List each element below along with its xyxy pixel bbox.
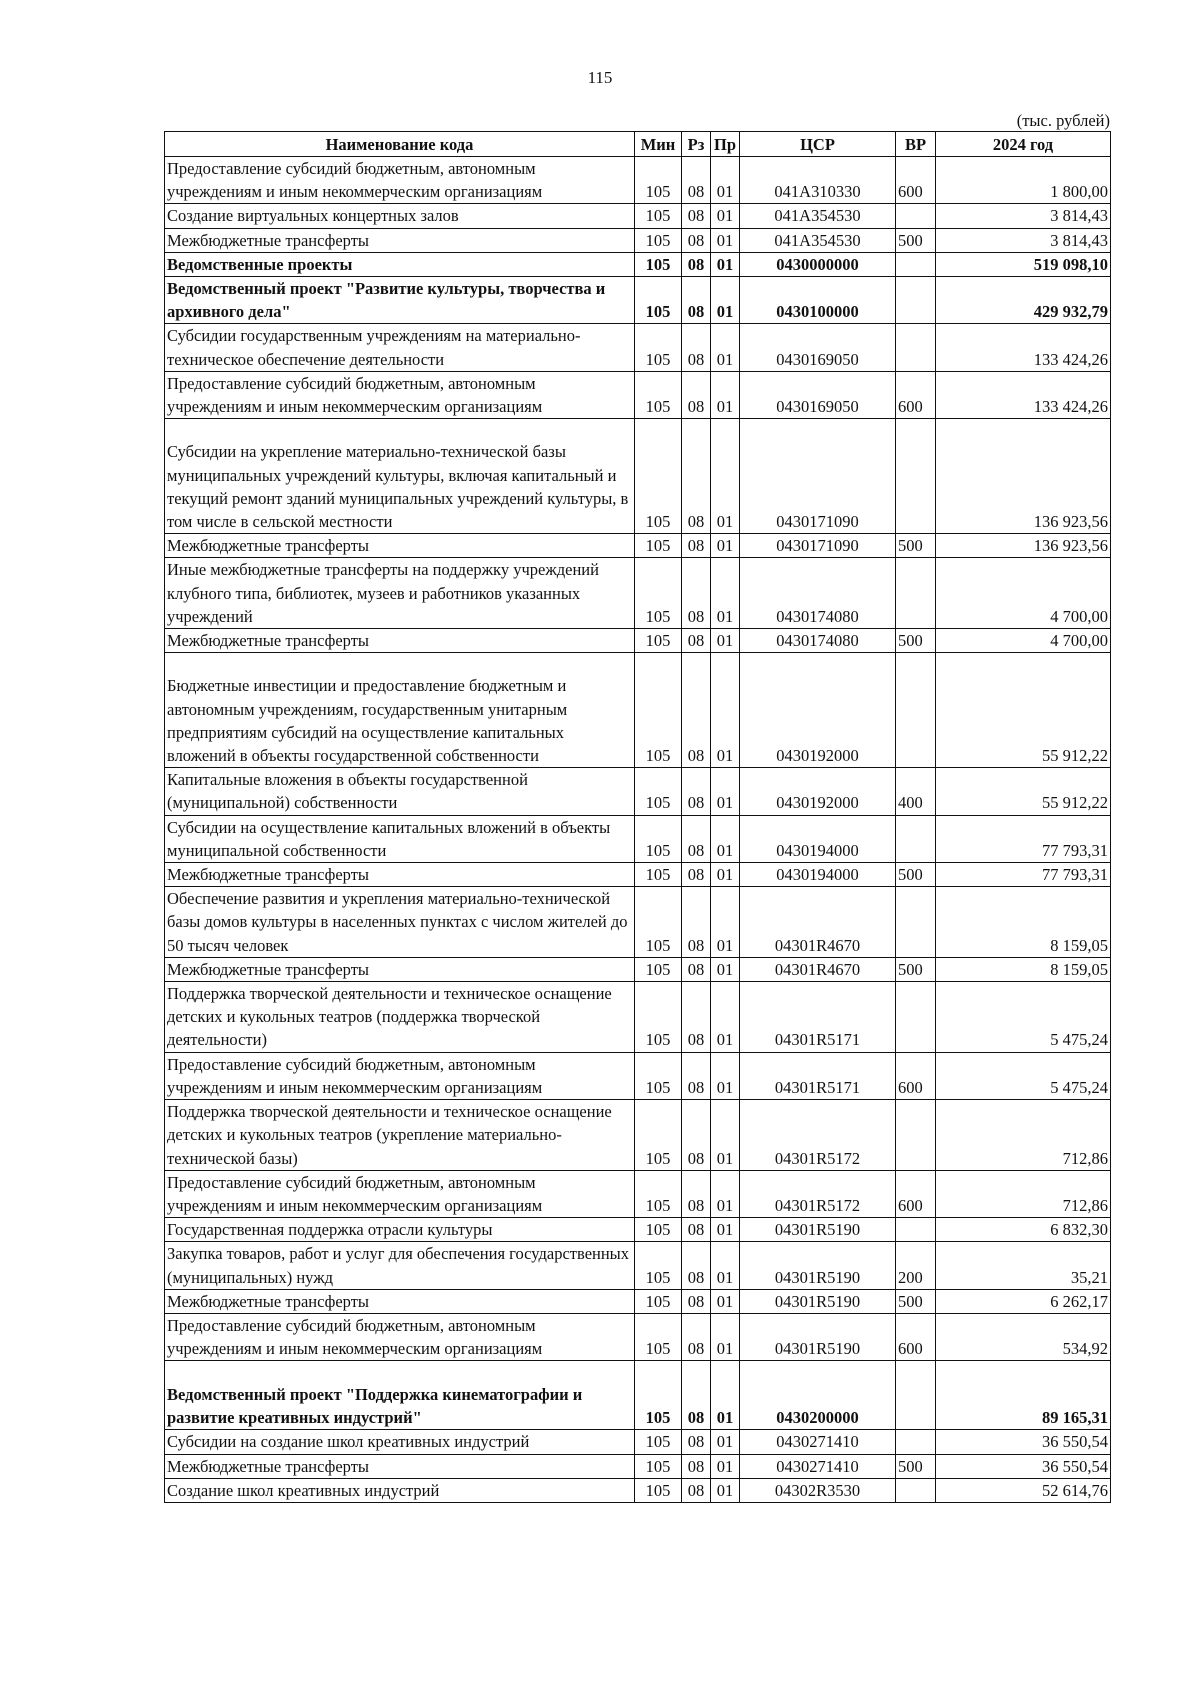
row-pr: 01 bbox=[711, 228, 740, 252]
row-rz: 08 bbox=[682, 1289, 711, 1313]
table-row bbox=[165, 887, 1111, 958]
row-csr: 04301R5190 bbox=[740, 1313, 896, 1360]
page-number: 115 bbox=[587, 68, 613, 87]
row-pr: 01 bbox=[711, 1430, 740, 1454]
row-csr: 04301R5171 bbox=[740, 1052, 896, 1099]
table-row bbox=[165, 252, 1111, 276]
row-sum: 8 159,05 bbox=[936, 887, 1111, 958]
row-pr: 01 bbox=[711, 157, 740, 204]
budget-table bbox=[164, 131, 1111, 1503]
row-csr: 041A310330 bbox=[740, 157, 896, 204]
row-name: Государственная поддержка отрасли культуры bbox=[165, 1218, 635, 1242]
table-row bbox=[165, 277, 1111, 324]
row-pr: 01 bbox=[711, 1242, 740, 1289]
row-name: Субсидии на осуществление капитальных вложений в объекты муниципальной собственности bbox=[165, 815, 635, 862]
row-sum: 52 614,76 bbox=[936, 1478, 1111, 1502]
table-row bbox=[165, 815, 1111, 862]
row-name: Предоставление субсидий бюджетным, автономным учреждениям и иным некоммерческим организациям bbox=[165, 157, 635, 204]
row-vr: 500 bbox=[896, 957, 936, 981]
header-csr: ЦСР bbox=[740, 132, 896, 157]
row-csr: 04301R5171 bbox=[740, 982, 896, 1053]
table-row bbox=[165, 534, 1111, 558]
row-csr: 0430192000 bbox=[740, 768, 896, 815]
header-min: Мин bbox=[635, 132, 682, 157]
row-rz: 08 bbox=[682, 1218, 711, 1242]
row-pr: 01 bbox=[711, 1100, 740, 1171]
row-csr: 0430174080 bbox=[740, 629, 896, 653]
row-rz: 08 bbox=[682, 815, 711, 862]
table-row bbox=[165, 1361, 1111, 1430]
row-min: 105 bbox=[635, 815, 682, 862]
table-row bbox=[165, 1478, 1111, 1502]
row-name: Создание виртуальных концертных залов bbox=[165, 204, 635, 228]
row-sum: 4 700,00 bbox=[936, 558, 1111, 629]
row-vr: 500 bbox=[896, 863, 936, 887]
row-rz: 08 bbox=[682, 1052, 711, 1099]
row-vr bbox=[896, 419, 936, 534]
row-min: 105 bbox=[635, 1100, 682, 1171]
table-row bbox=[165, 419, 1111, 534]
row-csr: 0430271410 bbox=[740, 1454, 896, 1478]
row-vr bbox=[896, 815, 936, 862]
row-csr: 0430171090 bbox=[740, 419, 896, 534]
table-row bbox=[165, 324, 1111, 371]
row-min: 105 bbox=[635, 1218, 682, 1242]
row-min: 105 bbox=[635, 863, 682, 887]
row-sum: 36 550,54 bbox=[936, 1454, 1111, 1478]
row-vr bbox=[896, 1430, 936, 1454]
table-row bbox=[165, 371, 1111, 418]
row-rz: 08 bbox=[682, 419, 711, 534]
table-row bbox=[165, 228, 1111, 252]
row-vr bbox=[896, 982, 936, 1053]
row-name: Субсидии на создание школ креативных индустрий bbox=[165, 1430, 635, 1454]
row-min: 105 bbox=[635, 252, 682, 276]
row-rz: 08 bbox=[682, 653, 711, 768]
row-sum: 3 814,43 bbox=[936, 228, 1111, 252]
row-min: 105 bbox=[635, 371, 682, 418]
row-min: 105 bbox=[635, 1170, 682, 1217]
row-pr: 01 bbox=[711, 252, 740, 276]
row-min: 105 bbox=[635, 534, 682, 558]
row-name: Поддержка творческой деятельности и техническое оснащение детских и кукольных театров (укрепление материально-технической базы) bbox=[165, 1100, 635, 1171]
row-sum: 35,21 bbox=[936, 1242, 1111, 1289]
row-sum: 5 475,24 bbox=[936, 982, 1111, 1053]
row-pr: 01 bbox=[711, 887, 740, 958]
row-rz: 08 bbox=[682, 768, 711, 815]
row-rz: 08 bbox=[682, 558, 711, 629]
row-pr: 01 bbox=[711, 1454, 740, 1478]
row-vr: 500 bbox=[896, 534, 936, 558]
row-vr: 600 bbox=[896, 157, 936, 204]
row-vr: 200 bbox=[896, 1242, 936, 1289]
table-header-row bbox=[165, 132, 1111, 157]
row-pr: 01 bbox=[711, 982, 740, 1053]
row-name: Межбюджетные трансферты bbox=[165, 1454, 635, 1478]
row-name: Создание школ креативных индустрий bbox=[165, 1478, 635, 1502]
row-min: 105 bbox=[635, 1052, 682, 1099]
row-name: Предоставление субсидий бюджетным, автономным учреждениям и иным некоммерческим организациям bbox=[165, 371, 635, 418]
row-vr: 400 bbox=[896, 768, 936, 815]
row-pr: 01 bbox=[711, 1478, 740, 1502]
row-sum: 3 814,43 bbox=[936, 204, 1111, 228]
header-vr: ВР bbox=[896, 132, 936, 157]
row-min: 105 bbox=[635, 1361, 682, 1430]
row-pr: 01 bbox=[711, 1052, 740, 1099]
row-rz: 08 bbox=[682, 863, 711, 887]
row-min: 105 bbox=[635, 1478, 682, 1502]
row-rz: 08 bbox=[682, 228, 711, 252]
table-row bbox=[165, 768, 1111, 815]
row-pr: 01 bbox=[711, 534, 740, 558]
row-rz: 08 bbox=[682, 1100, 711, 1171]
row-name: Предоставление субсидий бюджетным, автономным учреждениям и иным некоммерческим организациям bbox=[165, 1052, 635, 1099]
table-row bbox=[165, 1289, 1111, 1313]
row-vr: 600 bbox=[896, 1052, 936, 1099]
row-rz: 08 bbox=[682, 1430, 711, 1454]
table-row bbox=[165, 1242, 1111, 1289]
row-csr: 04302R3530 bbox=[740, 1478, 896, 1502]
header-name: Наименование кода bbox=[165, 132, 635, 157]
table-row bbox=[165, 1052, 1111, 1099]
row-vr bbox=[896, 324, 936, 371]
row-vr: 500 bbox=[896, 1454, 936, 1478]
row-min: 105 bbox=[635, 204, 682, 228]
row-sum: 712,86 bbox=[936, 1100, 1111, 1171]
row-sum: 136 923,56 bbox=[936, 419, 1111, 534]
row-rz: 08 bbox=[682, 324, 711, 371]
table-row bbox=[165, 1218, 1111, 1242]
row-sum: 136 923,56 bbox=[936, 534, 1111, 558]
row-csr: 0430171090 bbox=[740, 534, 896, 558]
row-rz: 08 bbox=[682, 887, 711, 958]
row-sum: 133 424,26 bbox=[936, 324, 1111, 371]
row-sum: 55 912,22 bbox=[936, 768, 1111, 815]
row-csr: 0430200000 bbox=[740, 1361, 896, 1430]
row-rz: 08 bbox=[682, 204, 711, 228]
table-row bbox=[165, 204, 1111, 228]
row-sum: 4 700,00 bbox=[936, 629, 1111, 653]
row-rz: 08 bbox=[682, 1170, 711, 1217]
row-sum: 133 424,26 bbox=[936, 371, 1111, 418]
row-vr bbox=[896, 1218, 936, 1242]
units-label: (тыс. рублей) bbox=[1016, 111, 1110, 130]
row-pr: 01 bbox=[711, 204, 740, 228]
row-name: Иные межбюджетные трансферты на поддержку учреждений клубного типа, библиотек, музеев и работников указанных учреждений bbox=[165, 558, 635, 629]
row-vr bbox=[896, 1100, 936, 1171]
row-sum: 36 550,54 bbox=[936, 1430, 1111, 1454]
row-csr: 0430000000 bbox=[740, 252, 896, 276]
table-row bbox=[165, 957, 1111, 981]
row-vr: 500 bbox=[896, 228, 936, 252]
row-name: Межбюджетные трансферты bbox=[165, 863, 635, 887]
row-name: Межбюджетные трансферты bbox=[165, 1289, 635, 1313]
row-rz: 08 bbox=[682, 982, 711, 1053]
row-vr bbox=[896, 277, 936, 324]
row-csr: 0430192000 bbox=[740, 653, 896, 768]
row-name: Межбюджетные трансферты bbox=[165, 629, 635, 653]
row-pr: 01 bbox=[711, 558, 740, 629]
row-vr: 600 bbox=[896, 1170, 936, 1217]
row-rz: 08 bbox=[682, 157, 711, 204]
row-vr bbox=[896, 887, 936, 958]
row-vr: 600 bbox=[896, 371, 936, 418]
row-pr: 01 bbox=[711, 1170, 740, 1217]
row-csr: 04301R5190 bbox=[740, 1218, 896, 1242]
row-min: 105 bbox=[635, 324, 682, 371]
row-pr: 01 bbox=[711, 1313, 740, 1360]
row-min: 105 bbox=[635, 1242, 682, 1289]
table-row bbox=[165, 1170, 1111, 1217]
row-csr: 041A354530 bbox=[740, 228, 896, 252]
table-row bbox=[165, 1430, 1111, 1454]
row-name: Межбюджетные трансферты bbox=[165, 957, 635, 981]
row-pr: 01 bbox=[711, 277, 740, 324]
row-csr: 0430100000 bbox=[740, 277, 896, 324]
table-row bbox=[165, 1313, 1111, 1360]
row-min: 105 bbox=[635, 982, 682, 1053]
row-min: 105 bbox=[635, 1289, 682, 1313]
row-csr: 04301R5190 bbox=[740, 1242, 896, 1289]
row-pr: 01 bbox=[711, 1361, 740, 1430]
row-rz: 08 bbox=[682, 534, 711, 558]
row-pr: 01 bbox=[711, 768, 740, 815]
row-csr: 0430174080 bbox=[740, 558, 896, 629]
row-name: Обеспечение развития и укрепления материально-технической базы домов культуры в населенных пунктах с числом жителей до 50 тысяч человек bbox=[165, 887, 635, 958]
row-csr: 04301R5190 bbox=[740, 1289, 896, 1313]
row-sum: 77 793,31 bbox=[936, 815, 1111, 862]
row-name: Межбюджетные трансферты bbox=[165, 228, 635, 252]
table-row bbox=[165, 558, 1111, 629]
row-min: 105 bbox=[635, 629, 682, 653]
row-vr bbox=[896, 1478, 936, 1502]
row-csr: 04301R4670 bbox=[740, 887, 896, 958]
row-rz: 08 bbox=[682, 1242, 711, 1289]
row-min: 105 bbox=[635, 653, 682, 768]
row-name: Ведомственный проект "Поддержка кинематографии и развитие креативных индустрий" bbox=[165, 1361, 635, 1430]
row-vr bbox=[896, 558, 936, 629]
row-vr: 500 bbox=[896, 629, 936, 653]
row-min: 105 bbox=[635, 1313, 682, 1360]
row-vr: 600 bbox=[896, 1313, 936, 1360]
row-rz: 08 bbox=[682, 277, 711, 324]
row-pr: 01 bbox=[711, 863, 740, 887]
row-csr: 0430169050 bbox=[740, 324, 896, 371]
row-sum: 89 165,31 bbox=[936, 1361, 1111, 1430]
table-row bbox=[165, 1100, 1111, 1171]
row-sum: 519 098,10 bbox=[936, 252, 1111, 276]
row-vr bbox=[896, 1361, 936, 1430]
row-sum: 429 932,79 bbox=[936, 277, 1111, 324]
row-sum: 1 800,00 bbox=[936, 157, 1111, 204]
row-rz: 08 bbox=[682, 1478, 711, 1502]
row-rz: 08 bbox=[682, 371, 711, 418]
row-name: Поддержка творческой деятельности и техническое оснащение детских и кукольных театров (поддержка творческой деятельности) bbox=[165, 982, 635, 1053]
row-name: Предоставление субсидий бюджетным, автономным учреждениям и иным некоммерческим организациям bbox=[165, 1313, 635, 1360]
row-csr: 0430271410 bbox=[740, 1430, 896, 1454]
row-vr bbox=[896, 653, 936, 768]
row-sum: 8 159,05 bbox=[936, 957, 1111, 981]
row-name: Ведомственный проект "Развитие культуры, творчества и архивного дела" bbox=[165, 277, 635, 324]
row-sum: 5 475,24 bbox=[936, 1052, 1111, 1099]
table-row bbox=[165, 653, 1111, 768]
row-pr: 01 bbox=[711, 815, 740, 862]
row-sum: 6 262,17 bbox=[936, 1289, 1111, 1313]
row-name: Предоставление субсидий бюджетным, автономным учреждениям и иным некоммерческим организациям bbox=[165, 1170, 635, 1217]
row-pr: 01 bbox=[711, 1289, 740, 1313]
row-sum: 534,92 bbox=[936, 1313, 1111, 1360]
row-name: Субсидии государственным учреждениям на материально-техническое обеспечение деятельности bbox=[165, 324, 635, 371]
row-pr: 01 bbox=[711, 653, 740, 768]
row-sum: 6 832,30 bbox=[936, 1218, 1111, 1242]
row-min: 105 bbox=[635, 887, 682, 958]
row-csr: 04301R5172 bbox=[740, 1100, 896, 1171]
row-vr bbox=[896, 204, 936, 228]
row-pr: 01 bbox=[711, 957, 740, 981]
row-min: 105 bbox=[635, 768, 682, 815]
row-vr: 500 bbox=[896, 1289, 936, 1313]
row-min: 105 bbox=[635, 957, 682, 981]
row-rz: 08 bbox=[682, 1361, 711, 1430]
row-csr: 04301R5172 bbox=[740, 1170, 896, 1217]
row-csr: 0430194000 bbox=[740, 863, 896, 887]
row-pr: 01 bbox=[711, 371, 740, 418]
row-name: Закупка товаров, работ и услуг для обеспечения государственных (муниципальных) нужд bbox=[165, 1242, 635, 1289]
row-rz: 08 bbox=[682, 957, 711, 981]
row-rz: 08 bbox=[682, 1454, 711, 1478]
row-min: 105 bbox=[635, 228, 682, 252]
table-row bbox=[165, 1454, 1111, 1478]
row-sum: 77 793,31 bbox=[936, 863, 1111, 887]
row-csr: 0430169050 bbox=[740, 371, 896, 418]
row-csr: 0430194000 bbox=[740, 815, 896, 862]
row-name: Бюджетные инвестиции и предоставление бюджетным и автономным учреждениям, государственным унитарным предприятиям субсидий на осуществление капитальных вложений в объекты государственной собственности bbox=[165, 653, 635, 768]
row-sum: 712,86 bbox=[936, 1170, 1111, 1217]
row-sum: 55 912,22 bbox=[936, 653, 1111, 768]
row-name: Капитальные вложения в объекты государственной (муниципальной) собственности bbox=[165, 768, 635, 815]
header-rz: Рз bbox=[682, 132, 711, 157]
row-rz: 08 bbox=[682, 1313, 711, 1360]
table-row bbox=[165, 863, 1111, 887]
row-min: 105 bbox=[635, 277, 682, 324]
header-pr: Пр bbox=[711, 132, 740, 157]
row-name: Межбюджетные трансферты bbox=[165, 534, 635, 558]
row-min: 105 bbox=[635, 558, 682, 629]
row-pr: 01 bbox=[711, 629, 740, 653]
row-min: 105 bbox=[635, 419, 682, 534]
row-csr: 041A354530 bbox=[740, 204, 896, 228]
row-min: 105 bbox=[635, 157, 682, 204]
row-csr: 04301R4670 bbox=[740, 957, 896, 981]
table-row bbox=[165, 629, 1111, 653]
row-pr: 01 bbox=[711, 419, 740, 534]
table-body bbox=[165, 157, 1111, 1503]
row-min: 105 bbox=[635, 1454, 682, 1478]
row-vr bbox=[896, 252, 936, 276]
header-year: 2024 год bbox=[936, 132, 1111, 157]
table-row bbox=[165, 157, 1111, 204]
row-name: Субсидии на укрепление материально-технической базы муниципальных учреждений культуры, включая капитальный и текущий ремонт зданий муниципальных учреждений культуры, в том числе в сельской местности bbox=[165, 419, 635, 534]
row-pr: 01 bbox=[711, 1218, 740, 1242]
row-pr: 01 bbox=[711, 324, 740, 371]
row-rz: 08 bbox=[682, 252, 711, 276]
row-min: 105 bbox=[635, 1430, 682, 1454]
table-row bbox=[165, 982, 1111, 1053]
row-rz: 08 bbox=[682, 629, 711, 653]
row-name: Ведомственные проекты bbox=[165, 252, 635, 276]
